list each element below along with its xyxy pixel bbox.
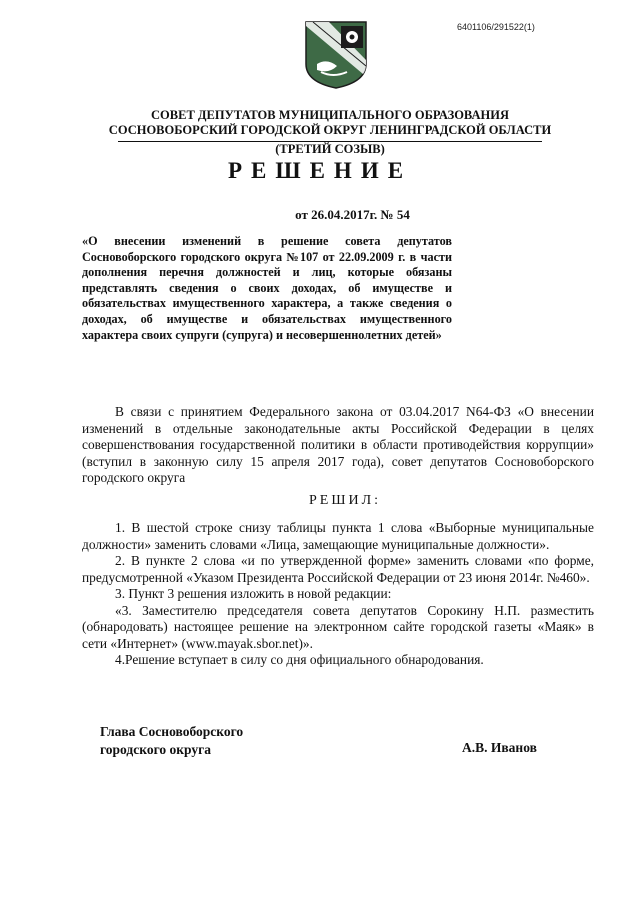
signature-position-line-1: Глава Сосновоборского	[100, 724, 244, 739]
decision-item-3: 3. Пункт 3 решения изложить в новой редакции:	[115, 586, 392, 601]
council-header	[80, 108, 580, 157]
decision-items	[82, 520, 594, 669]
decision-item-1: 1. В шестой строке снизу таблицы пункта 1 слова «Выборные муниципальные должности» заменить словами «Лица, замещающие муниципальные должности».	[82, 520, 594, 552]
decision-date-number: от 26.04.2017г. № 54	[295, 207, 410, 222]
header-line-3: (ТРЕТИЙ СОЗЫВ)	[275, 142, 385, 156]
header-line-1: СОВЕТ ДЕПУТАТОВ МУНИЦИПАЛЬНОГО ОБРАЗОВАНИЯ	[151, 108, 509, 122]
decision-item-3-text: «3. Заместителю председателя совета депутатов Сорокину Н.П. разместить (обнародовать) настоящее решение на электронном сайте городской газеты «Маяк» в сети «Интернет» (www.mayak.sbor.net)».	[82, 602, 594, 651]
document-title: РЕШЕНИЕ	[227, 158, 413, 183]
signature-position-line-2: городского округа	[100, 742, 211, 757]
coat-of-arms-icon	[303, 20, 369, 90]
decision-subject: «О внесении изменений в решение совета депутатов Сосновоборского городского округа №107 от 22.09.2009 г. в части дополнения перечня должностей и лиц, которые обязаны представлять сведения о своих доходах, об имуществе и обязательствах имущественного характера, а также сведения о доходах, об имуществе и обязательствах имущественного характера своих супруги (супруга) и несовершеннолетних детей»	[82, 234, 452, 342]
signature-position	[100, 723, 243, 759]
decision-item-4: 4.Решение вступает в силу со дня официального обнародования.	[115, 652, 484, 667]
document-id: 6401106/291522(1)	[457, 22, 535, 32]
signatory-name: А.В. Иванов	[462, 740, 537, 755]
preamble-text: В связи с принятием Федерального закона от 03.04.2017 N64-ФЗ «О внесении изменений в отдельные законодательные акты Российской Федерации в целях совершенствования государственной политики в области противодействия коррупции» (вступил в законную силу 15 апреля 2017 года), совет депутатов Сосновоборского городского округа	[82, 404, 594, 485]
decision-item-2: 2. В пункте 2 слова «и по утвержденной форме» заменить словами «по форме, предусмотренной «Указом Президента Российской Федерации от 23 июня 2014г. №460».	[82, 553, 594, 585]
decided-heading: РЕШИЛ:	[309, 493, 381, 508]
header-line-2: СОСНОВОБОРСКИЙ ГОРОДСКОЙ ОКРУГ ЛЕНИНГРАДСКОЙ ОБЛАСТИ	[108, 123, 552, 137]
preamble-paragraph	[82, 404, 594, 487]
